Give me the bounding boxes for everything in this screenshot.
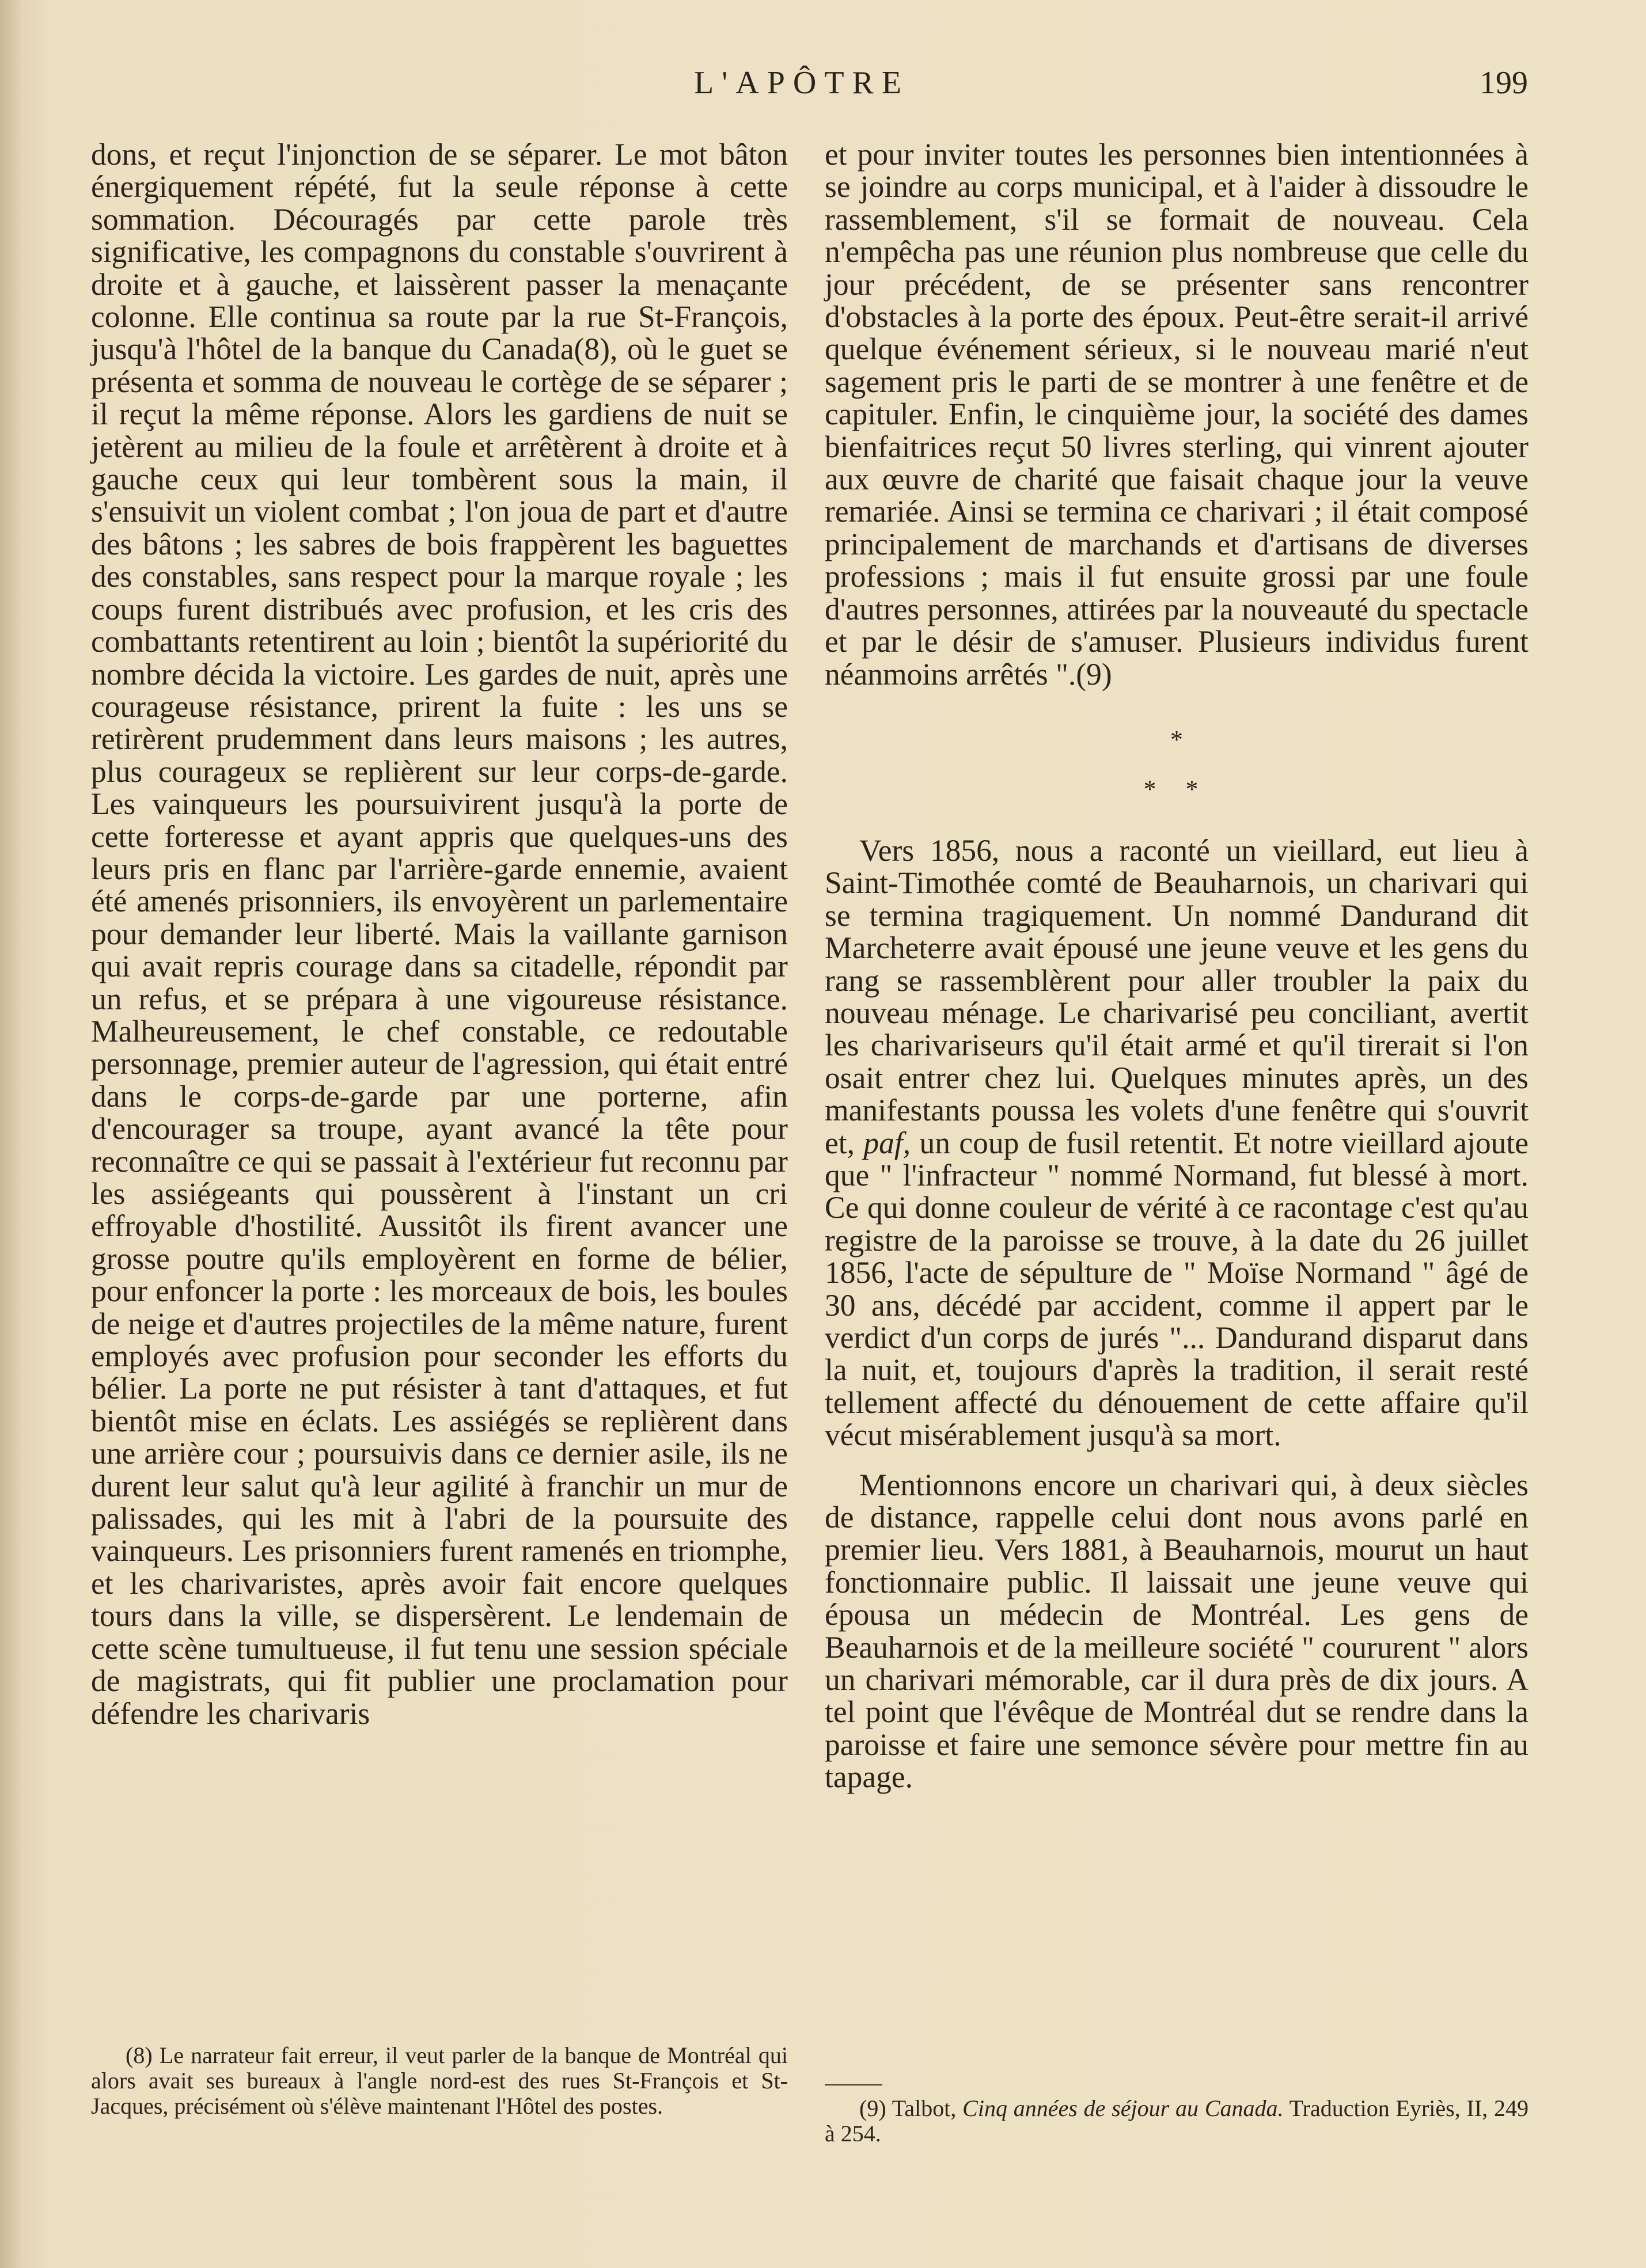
footnote-9-end: Traduction Eyriès, II, 249 à 254.	[825, 2095, 1529, 2147]
left-footnote-block	[91, 2043, 788, 2119]
running-title: L'APÔTRE	[694, 65, 910, 101]
right-paragraph-1: et pour inviter toutes les personnes bien intentionnées à se joindre au corps municipal, et à l'aider à dissoudre le rassemblement, s'il se formait de nouveau. Cela n'empêcha pas une réunion plus nombreuse que celle du jour précédent, de se présenter sans rencontrer d'obstacles à la porte des époux. Peut-être serait-il arrivé quelque événement sérieux, si le nouveau marié n'eut sagement pris le parti de se montrer à une fenêtre et de capituler. Enfin, le cinquième jour, la société des dames bienfaitrices reçut 50 livres sterling, qui vinrent ajouter aux œuvre de charité que faisait chaque jour la veuve remariée. Ainsi se termina ce charivari ; il était composé principalement de marchands et d'artisans de diverses professions ; mais il fut ensuite grossi par une foule d'autres personnes, attirées par la nouveauté du spectacle et par le désir de s'amuser. Plusieurs individus furent néanmoins arrêtés ".(9)	[825, 137, 1529, 692]
footnote-9-title: Cinq années de séjour au Canada.	[962, 2095, 1284, 2121]
paragraph-2-start: Vers 1856, nous a raconté un vieillard, eut lieu à Saint-Timothée comté de Beauharnois, un charivari qui se termina tragiquement. Un nommé Dandurand dit Marcheterre avait épousé une jeune veuve et les gens du rang se rassemblèrent pour aller troubler la paix du nouveau ménage. Le charivarisé peu conciliant, avertit les charivariseurs qu'il était armé et qu'il tirerait si l'on osait entrer chez lui. Quelques minutes après, un des manifestants poussa les volets d'une fenêtre qui s'ouvrit et,	[825, 833, 1529, 1160]
paragraph-gap	[825, 1452, 1529, 1469]
footnote-8-text: (8) Le narrateur fait erreur, il veut parler de la banque de Montréal qui alors avait ses bureaux à l'angle nord-est des rues St-François et St-Jacques, précisément où s'élève maintenant l'Hôtel des postes.	[91, 2042, 788, 2119]
left-column	[91, 138, 788, 1730]
right-paragraph-3: Mentionnons encore un charivari qui, à deux siècles de distance, rappelle celui dont nous avons parlé en premier lieu. Vers 1881, à Beauharnois, mourut un haut fonctionnaire public. Il laissait une jeune veuve qui épousa un médecin de Montréal. Les gens de Beauharnois et de la meilleure société " coururent " alors un charivari mémorable, car il dura près de dix jours. A tel point que l'évêque de Montréal dut se rendre dans la paroisse et faire une semonce sévère pour mettre fin au tapage.	[825, 1467, 1529, 1795]
asterism-bottom: * *	[1143, 774, 1210, 803]
page-number: 199	[1480, 65, 1528, 101]
footnote-rule	[825, 2084, 882, 2085]
right-column	[825, 138, 1529, 1794]
right-paragraph-2	[825, 834, 1529, 1452]
right-footnote-block	[825, 2084, 1529, 2147]
footnote-9	[825, 2096, 1529, 2147]
paragraph-2-end: un coup de fusil retentit. Et notre vieillard ajoute que " l'infracteur " nommé Normand, fut blessé à mort. Ce qui donne couleur de vérité à ce racontage c'est qu'au registre de la paroisse se trouve, à la date du 26 juillet 1856, l'acte de sépulture de " Moïse Normand " âgé de 30 ans, décédé par accident, comme il appert par le verdict d'un corps de jurés "... Dandurand disparut dans la nuit, et, toujours d'après la tradition, il serait resté tellement affecté du dénouement de cette affaire qu'il vécut misérablement jusqu'à sa mort.	[825, 1125, 1529, 1453]
left-paragraph-1: dons, et reçut l'injonction de se séparer. Le mot bâton énergiquement répété, fut la seule réponse à cette sommation. Découragés par cette parole très significative, les compagnons du constable s'ouvrirent à droite et à gauche, et laissèrent passer la menaçante colonne. Elle continua sa route par la rue St-François, jusqu'à l'hôtel de la banque du Canada(8), où le guet se présenta et somma de nouveau le cortège de se séparer ; il reçut la même réponse. Alors les gardiens de nuit se jetèrent au milieu de la foule et arrêtèrent à droite et à gauche ceux qui leur tombèrent sous la main, il s'ensuivit un violent combat ; l'on joua de part et d'autre des bâtons ; les sabres de bois frappèrent les baguettes des constables, sans respect pour la marque royale ; les coups furent distribués avec profusion, et les cris des combattants retentirent au loin ; bientôt la supériorité du nombre décida la victoire. Les gardes de nuit, après une courageuse résistance, prirent la fuite : les uns se retirèrent prudemment dans leurs maisons ; les autres, plus courageux se replièrent sur leur corps-de-garde. Les vainqueurs les poursuivirent jusqu'à la porte de cette forteresse et ayant appris que quelques-uns des leurs pris en flanc par l'arrière-garde ennemie, avaient été amenés prisonniers, ils envoyèrent un parlementaire pour demander leur liberté. Mais la vaillante garnison qui avait repris courage dans sa citadelle, répondit par un refus, et se prépara à une vigoureuse résistance. Malheureusement, le chef constable, ce redoutable personnage, premier auteur de l'agression, qui était entré dans le corps-de-garde par une porterne, afin d'encourager sa troupe, ayant avancé la tête pour reconnaître ce qui se passait à l'extérieur fut reconnu par les assiégeants qui poussèrent à l'instant un cri effroyable d'hostilité. Aussitôt ils firent avancer une grosse poutre qu'ils employèrent en forme de bélier, pour enfoncer la porte : les morceaux de bois, les boules de neige et d'autres projectiles de la même nature, furent employés avec profusion pour seconder les efforts du bélier. La porte ne put résister à tant d'attaques, et fut bientôt mise en éclats. Les assiégés se replièrent dans une arrière cour ; poursuivis dans ce dernier asile, ils ne durent leur salut qu'à leur agilité à franchir un mur de palissades, qui les mit à l'abri de la poursuite des vainqueurs. Les prisonniers furent ramenés en triomphe, et les charivaristes, après avoir fait encore quelques tours dans la ville, se dispersèrent. Le lendemain de cette scène tumultueuse, il fut tenu une session spéciale de magistrats, qui fit publier une proclamation pour défendre les charivaris	[91, 137, 788, 1731]
footnote-8	[91, 2043, 788, 2119]
footnote-9-start: (9) Talbot,	[859, 2095, 957, 2121]
asterism-top: *	[1170, 725, 1183, 754]
paragraph-2-italic: paf,	[863, 1125, 911, 1160]
